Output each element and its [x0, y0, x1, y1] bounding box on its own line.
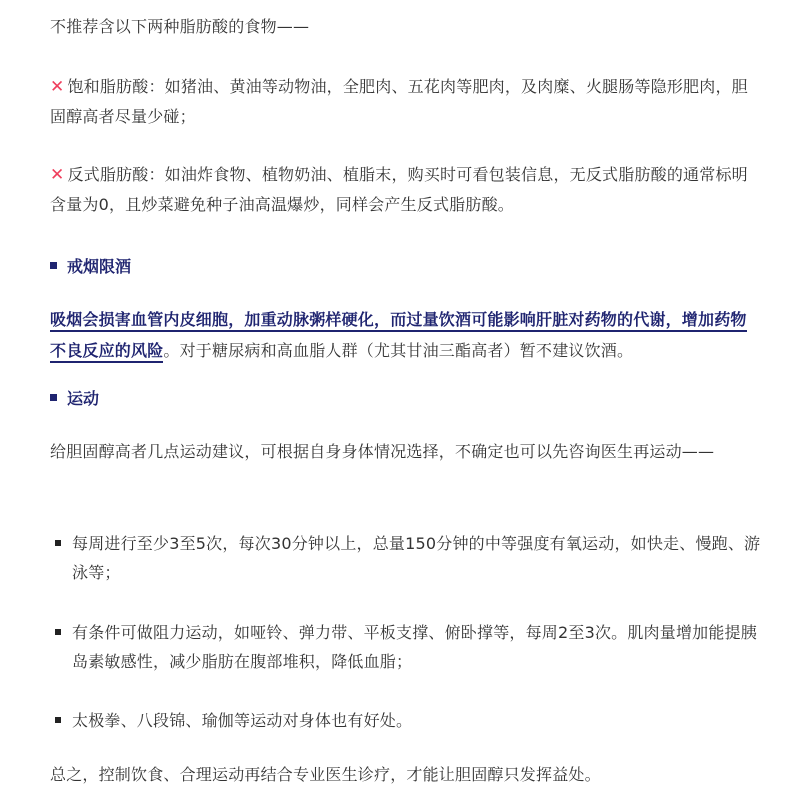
section-title: 戒烟限酒: [67, 257, 132, 276]
square-bullet-icon: [50, 394, 57, 401]
fat-item-trans: [50, 160, 755, 219]
bullet-icon: [55, 629, 61, 635]
section-title: 运动: [67, 389, 100, 408]
fat-item-saturated: [50, 72, 755, 131]
body-text: 。对于糖尿病和高血脂人群（尤其甘油三酯高者）暂不建议饮酒。: [163, 341, 634, 360]
cross-mark-icon: ✕: [50, 165, 65, 185]
fat-item-text: 饱和脂肪酸：如猪油、黄油等动物油，全肥肉、五花肉等肥肉，及肉糜、火腿肠等隐形肥肉，胆固醇高者尽量少碰；: [50, 77, 748, 126]
square-bullet-icon: [50, 262, 57, 269]
cross-mark-icon: ✕: [50, 77, 65, 97]
bullet-icon: [55, 717, 61, 723]
intro-paragraph: 不推荐含以下两种脂肪酸的食物——: [50, 17, 310, 36]
fat-item-text: 反式脂肪酸：如油炸食物、植物奶油、植脂末，购买时可看包装信息，无反式脂肪酸的通常标明含量为0，且炒菜避免种子油高温爆炒，同样会产生反式脂肪酸。: [50, 165, 748, 214]
bullet-icon: [55, 540, 61, 546]
list-item: [72, 618, 762, 676]
list-item: [72, 706, 762, 735]
section-heading-exercise: [50, 384, 99, 413]
emphasis-text: 吸烟会损害血管内皮细胞，加重动脉粥样硬化，而过量饮酒可能影响肝脏对药物的代谢，增加药物不良反应的风险: [50, 310, 747, 363]
section-heading-smoking: [50, 252, 131, 281]
list-item-text: 太极拳、八段锦、瑜伽等运动对身体也有好处。: [72, 711, 413, 730]
list-item: [72, 529, 762, 587]
smoking-paragraph: [50, 304, 755, 366]
list-item-text: 有条件可做阻力运动，如哑铃、弹力带、平板支撑、俯卧撑等，每周2至3次。肌肉量增加能提胰岛素敏感性，减少脂肪在腹部堆积，降低血脂；: [72, 623, 757, 671]
list-item-text: 每周进行至少3至5次，每次30分钟以上，总量150分钟的中等强度有氧运动，如快走、慢跑、游泳等；: [72, 534, 761, 582]
exercise-intro: 给胆固醇高者几点运动建议，可根据自身身体情况选择，不确定也可以先咨询医生再运动——: [50, 442, 715, 461]
conclusion-paragraph: 总之，控制饮食、合理运动再结合专业医生诊疗，才能让胆固醇只发挥益处。: [50, 765, 601, 784]
